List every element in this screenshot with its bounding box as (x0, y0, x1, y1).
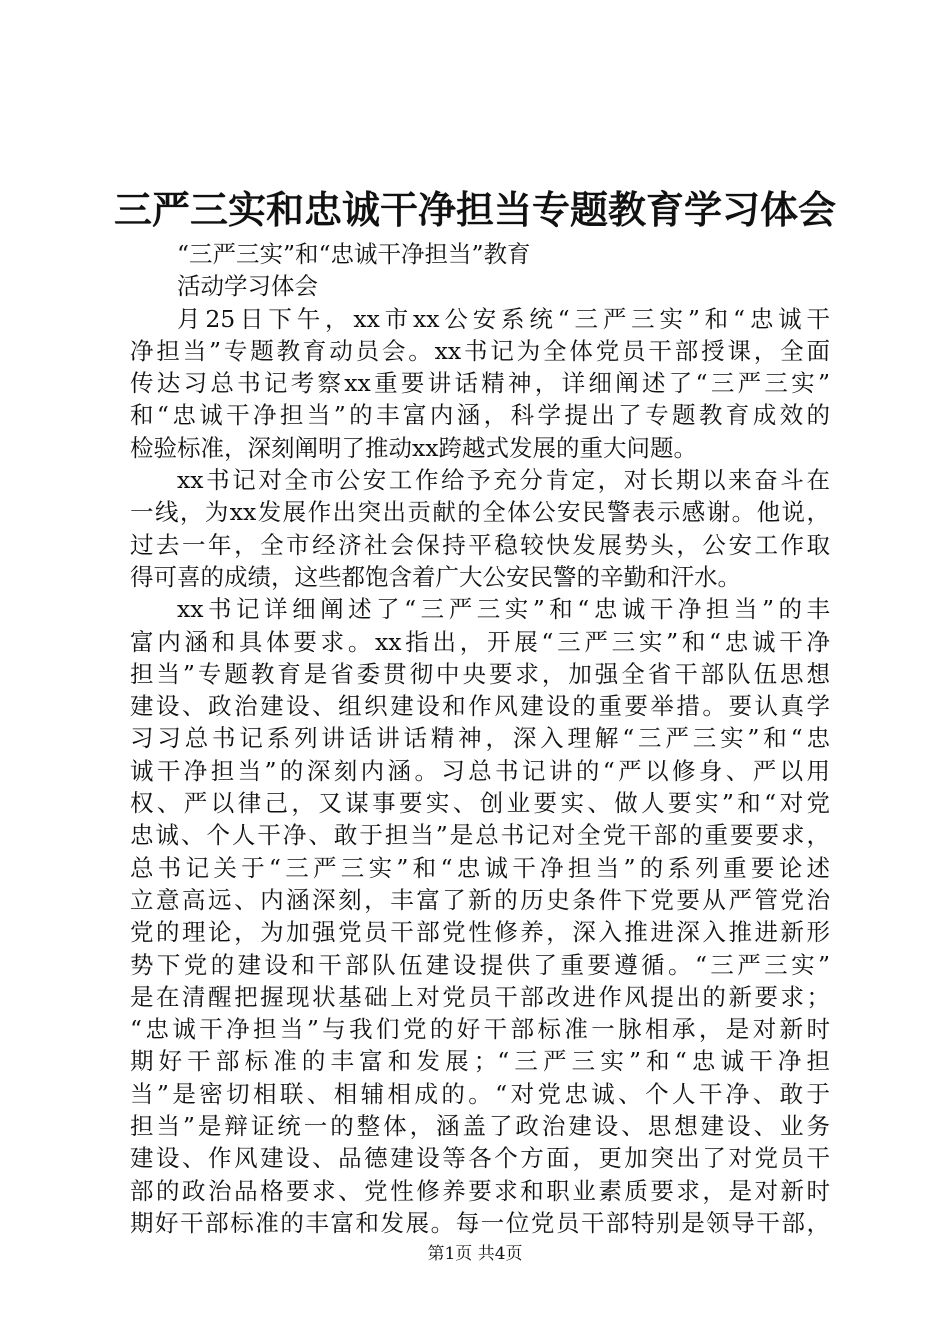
text-line: 建设、作风建设、品德建设等各个方面，更加突出了对党员干 (130, 1144, 830, 1173)
text-line: 当”是密切相联、相辅相成的。“对党忠诚、个人干净、敢于 (130, 1079, 830, 1108)
text-line: “忠诚干净担当”与我们党的好干部标准一脉相承，是对新时 (130, 1015, 830, 1044)
text-line: xx书记详细阐述了“三严三实”和“忠诚干净担当”的丰 (177, 595, 830, 624)
text-line: 月25日下午，xx市xx公安系统“三严三实”和“忠诚干 (177, 304, 830, 333)
text-line: xx书记对全市公安工作给予充分肯定，对长期以来奋斗在 (177, 466, 830, 495)
text-line: 总书记关于“三严三实”和“忠诚干净担当”的系列重要论述 (130, 853, 830, 882)
text-line: 是在清醒把握现状基础上对党员干部改进作风提出的新要求； (130, 982, 830, 1011)
text-line: “三严三实”和“忠诚干净担当”教育 (177, 240, 531, 268)
text-line: 得可喜的成绩，这些都饱含着广大公安民警的辛勤和汗水。 (130, 562, 741, 591)
text-line: 活动学习体会 (177, 272, 318, 301)
text-line: 一线，为xx发展作出突出贡献的全体公安民警表示感谢。他说， (130, 498, 830, 527)
text-line: 净担当”专题教育动员会。xx书记为全体党员干部授课，全面 (130, 336, 830, 365)
document-body (130, 238, 830, 1239)
text-line: 势下党的建设和干部队伍建设提供了重要遵循。“三严三实” (130, 950, 830, 979)
text-line: 富内涵和具体要求。xx指出，开展“三严三实”和“忠诚干净 (130, 627, 830, 656)
text-line: 诚干净担当”的深刻内涵。习总书记讲的“严以修身、严以用 (130, 756, 830, 785)
document-title: 三严三实和忠诚干净担当专题教育学习体会 (113, 187, 836, 232)
text-line: 期好干部标准的丰富和发展。每一位党员干部特别是领导干部， (130, 1208, 830, 1237)
text-line: 期好干部标准的丰富和发展；“三严三实”和“忠诚干净担 (130, 1047, 830, 1076)
text-line: 党的理论，为加强党员干部党性修养，深入推进深入推进新形 (130, 918, 830, 947)
text-line: 担当”专题教育是省委贯彻中央要求，加强全省干部队伍思想 (130, 659, 830, 688)
page-number: 第1页 共4页 (427, 1244, 523, 1264)
text-line: 习习总书记系列讲话讲话精神，深入理解“三严三实”和“忠 (130, 724, 830, 753)
text-line: 检验标准，深刻阐明了推动xx跨越式发展的重大问题。 (130, 433, 698, 462)
text-line: 担当”是辩证统一的整体，涵盖了政治建设、思想建设、业务 (130, 1112, 830, 1141)
text-line: 和“忠诚干净担当”的丰富内涵，科学提出了专题教育成效的 (130, 401, 830, 430)
text-line: 立意高远、内涵深刻，丰富了新的历史条件下党要从严管党治 (130, 885, 830, 914)
text-line: 部的政治品格要求、党性修养要求和职业素质要求，是对新时 (130, 1176, 830, 1205)
text-line: 忠诚、个人干净、敢于担当”是总书记对全党干部的重要要求， (130, 821, 830, 850)
text-line: 过去一年，全市经济社会保持平稳较快发展势头，公安工作取 (130, 530, 830, 559)
text-line: 建设、政治建设、组织建设和作风建设的重要举措。要认真学 (130, 692, 830, 721)
text-line: 权、严以律己，又谋事要实、创业要实、做人要实”和“对党 (130, 789, 830, 818)
text-line: 传达习总书记考察xx重要讲话精神，详细阐述了“三严三实” (130, 369, 830, 398)
